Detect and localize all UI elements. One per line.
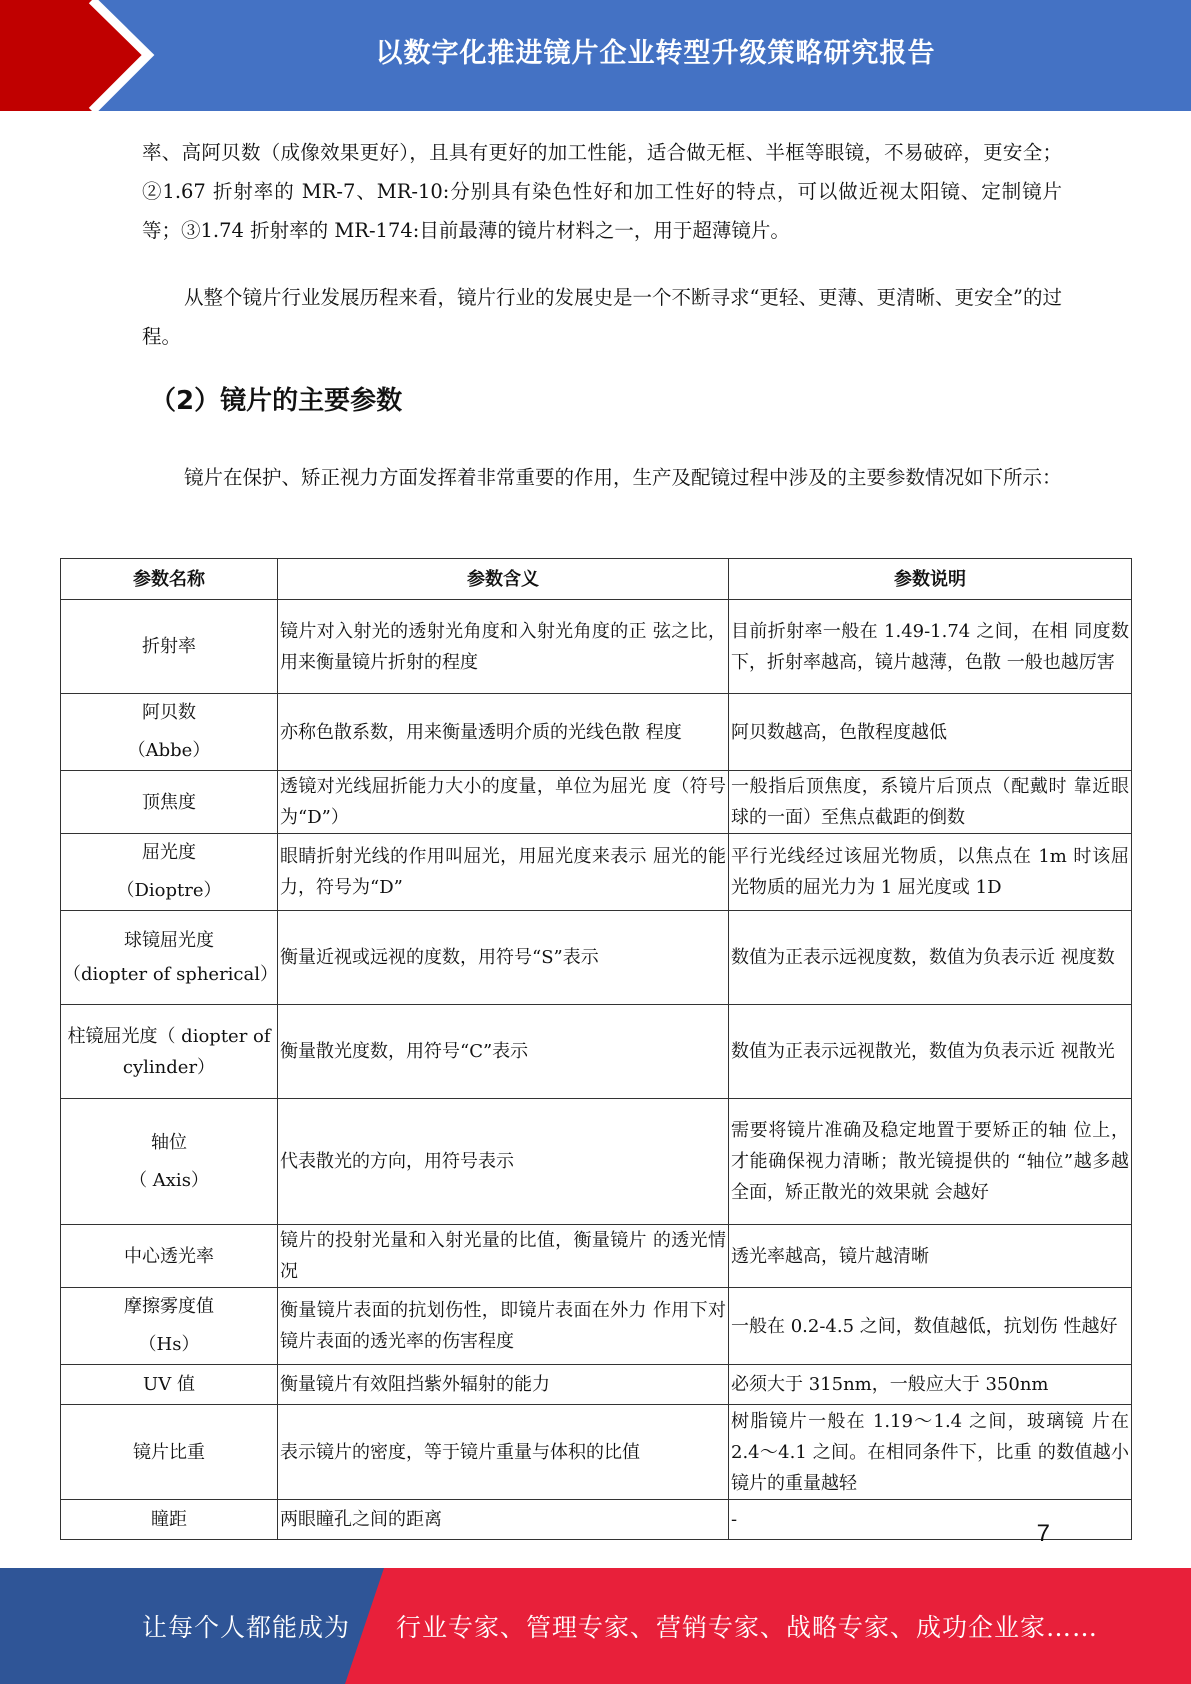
page-header — [0, 0, 1191, 111]
param-meaning: 亦称色散系数，用来衡量透明介质的光线色散 程度 — [278, 694, 729, 771]
param-meaning: 两眼瞳孔之间的距离 — [278, 1500, 729, 1540]
param-name: 轴位 （ Axis） — [61, 1099, 278, 1225]
report-title: 以数字化推进镜片企业转型升级策略研究报告 — [375, 37, 936, 69]
table-row — [61, 1005, 1132, 1099]
table-row — [61, 1500, 1132, 1540]
paragraph-materials: 率、高阿贝数（成像效果更好），且具有更好的加工性能，适合做无框、半框等眼镜，不易破碎，更安全；②1.67 折射率的 MR-7、MR-10:分别具有染色性好和加工性好的特点，可以做近视太阳镜、定制镜片等；③1.74 折射率的 MR-174:目前最薄的镜片材料之一，用于超薄镜片。 — [142, 141, 1062, 242]
param-meaning: 表示镜片的密度，等于镜片重量与体积的比值 — [278, 1405, 729, 1500]
param-description: 阿贝数越高，色散程度越低 — [729, 694, 1132, 771]
param-description: 目前折射率一般在 1.49-1.74 之间，在相 同度数下，折射率越高，镜片越薄，色散 一般也越厉害 — [729, 600, 1132, 694]
column-header-name: 参数名称 — [61, 559, 278, 600]
table-row — [61, 1099, 1132, 1225]
param-meaning: 衡量散光度数，用符号“C”表示 — [278, 1005, 729, 1099]
param-name: UV 值 — [61, 1365, 278, 1405]
param-description: - — [729, 1500, 1132, 1540]
page-footer — [0, 1568, 1191, 1684]
table-row — [61, 911, 1132, 1005]
param-name: 镜片比重 — [61, 1405, 278, 1500]
param-description: 一般指后顶焦度，系镜片后顶点（配戴时 靠近眼球的一面）至焦点截距的倒数 — [729, 771, 1132, 834]
param-name: 阿贝数 （Abbe） — [61, 694, 278, 771]
body-text-2 — [142, 278, 1062, 356]
section-intro: 镜片在保护、矫正视力方面发挥着非常重要的作用，生产及配镜过程中涉及的主要参数情况如下所示： — [184, 466, 1062, 489]
param-description: 数值为正表示远视散光，数值为负表示近 视散光 — [729, 1005, 1132, 1099]
table-row — [61, 600, 1132, 694]
footer-slogan-left: 让每个人都能成为 — [142, 1613, 351, 1642]
table-row — [61, 1288, 1132, 1365]
table-row — [61, 834, 1132, 911]
param-meaning: 透镜对光线屈折能力大小的度量，单位为屈光 度（符号为“D”） — [278, 771, 729, 834]
param-description: 数值为正表示远视度数，数值为负表示近 视度数 — [729, 911, 1132, 1005]
param-meaning: 衡量镜片表面的抗划伤性，即镜片表面在外力 作用下对镜片表面的透光率的伤害程度 — [278, 1288, 729, 1365]
section-heading: （2）镜片的主要参数 — [150, 386, 403, 416]
param-description: 树脂镜片一般在 1.19～1.4 之间，玻璃镜 片在 2.4～4.1 之间。在相同条件下，比重 的数值越小镜片的重量越轻 — [729, 1405, 1132, 1500]
param-meaning: 衡量近视或远视的度数，用符号“S”表示 — [278, 911, 729, 1005]
param-name: 屈光度 （Dioptre） — [61, 834, 278, 911]
param-name: 折射率 — [61, 600, 278, 694]
paragraph-history: 从整个镜片行业发展历程来看，镜片行业的发展史是一个不断寻求“更轻、更薄、更清晰、更安全”的过程。 — [142, 286, 1062, 348]
param-name: 摩擦雾度值 （Hs） — [61, 1288, 278, 1365]
param-meaning: 镜片的投射光量和入射光量的比值，衡量镜片 的透光情况 — [278, 1225, 729, 1288]
column-header-description: 参数说明 — [729, 559, 1132, 600]
param-description: 需要将镜片准确及稳定地置于要矫正的轴 位上，才能确保视力清晰；散光镜提供的 “轴位”越多越全面，矫正散光的效果就 会越好 — [729, 1099, 1132, 1225]
table-row — [61, 694, 1132, 771]
param-meaning: 衡量镜片有效阻挡紫外辐射的能力 — [278, 1365, 729, 1405]
body-text — [142, 133, 1062, 250]
param-description: 必须大于 315nm，一般应大于 350nm — [729, 1365, 1132, 1405]
param-name: 中心透光率 — [61, 1225, 278, 1288]
param-description: 透光率越高，镜片越清晰 — [729, 1225, 1132, 1288]
page-number: 7 — [1036, 1520, 1050, 1547]
table-row — [61, 1405, 1132, 1500]
table-row — [61, 771, 1132, 834]
table-header-row — [61, 559, 1132, 600]
param-name: 瞳距 — [61, 1500, 278, 1540]
param-name: 球镜屈光度 （diopter of spherical） — [61, 911, 278, 1005]
section-intro-block — [142, 458, 1062, 497]
param-name: 柱镜屈光度（ diopter of cylinder） — [61, 1005, 278, 1099]
param-meaning: 眼睛折射光线的作用叫屈光，用屈光度来表示 屈光的能力，符号为“D” — [278, 834, 729, 911]
param-meaning: 镜片对入射光的透射光角度和入射光角度的正 弦之比，用来衡量镜片折射的程度 — [278, 600, 729, 694]
param-meaning: 代表散光的方向，用符号表示 — [278, 1099, 729, 1225]
param-description: 一般在 0.2-4.5 之间，数值越低，抗划伤 性越好 — [729, 1288, 1132, 1365]
table-row — [61, 1225, 1132, 1288]
parameters-table — [60, 558, 1132, 1540]
param-description: 平行光线经过该屈光物质，以焦点在 1m 时该屈光物质的屈光力为 1 屈光度或 1D — [729, 834, 1132, 911]
table-row — [61, 1365, 1132, 1405]
column-header-meaning: 参数含义 — [278, 559, 729, 600]
footer-slogan-right: 行业专家、管理专家、营销专家、战略专家、成功企业家…… — [396, 1613, 1099, 1642]
param-name: 顶焦度 — [61, 771, 278, 834]
